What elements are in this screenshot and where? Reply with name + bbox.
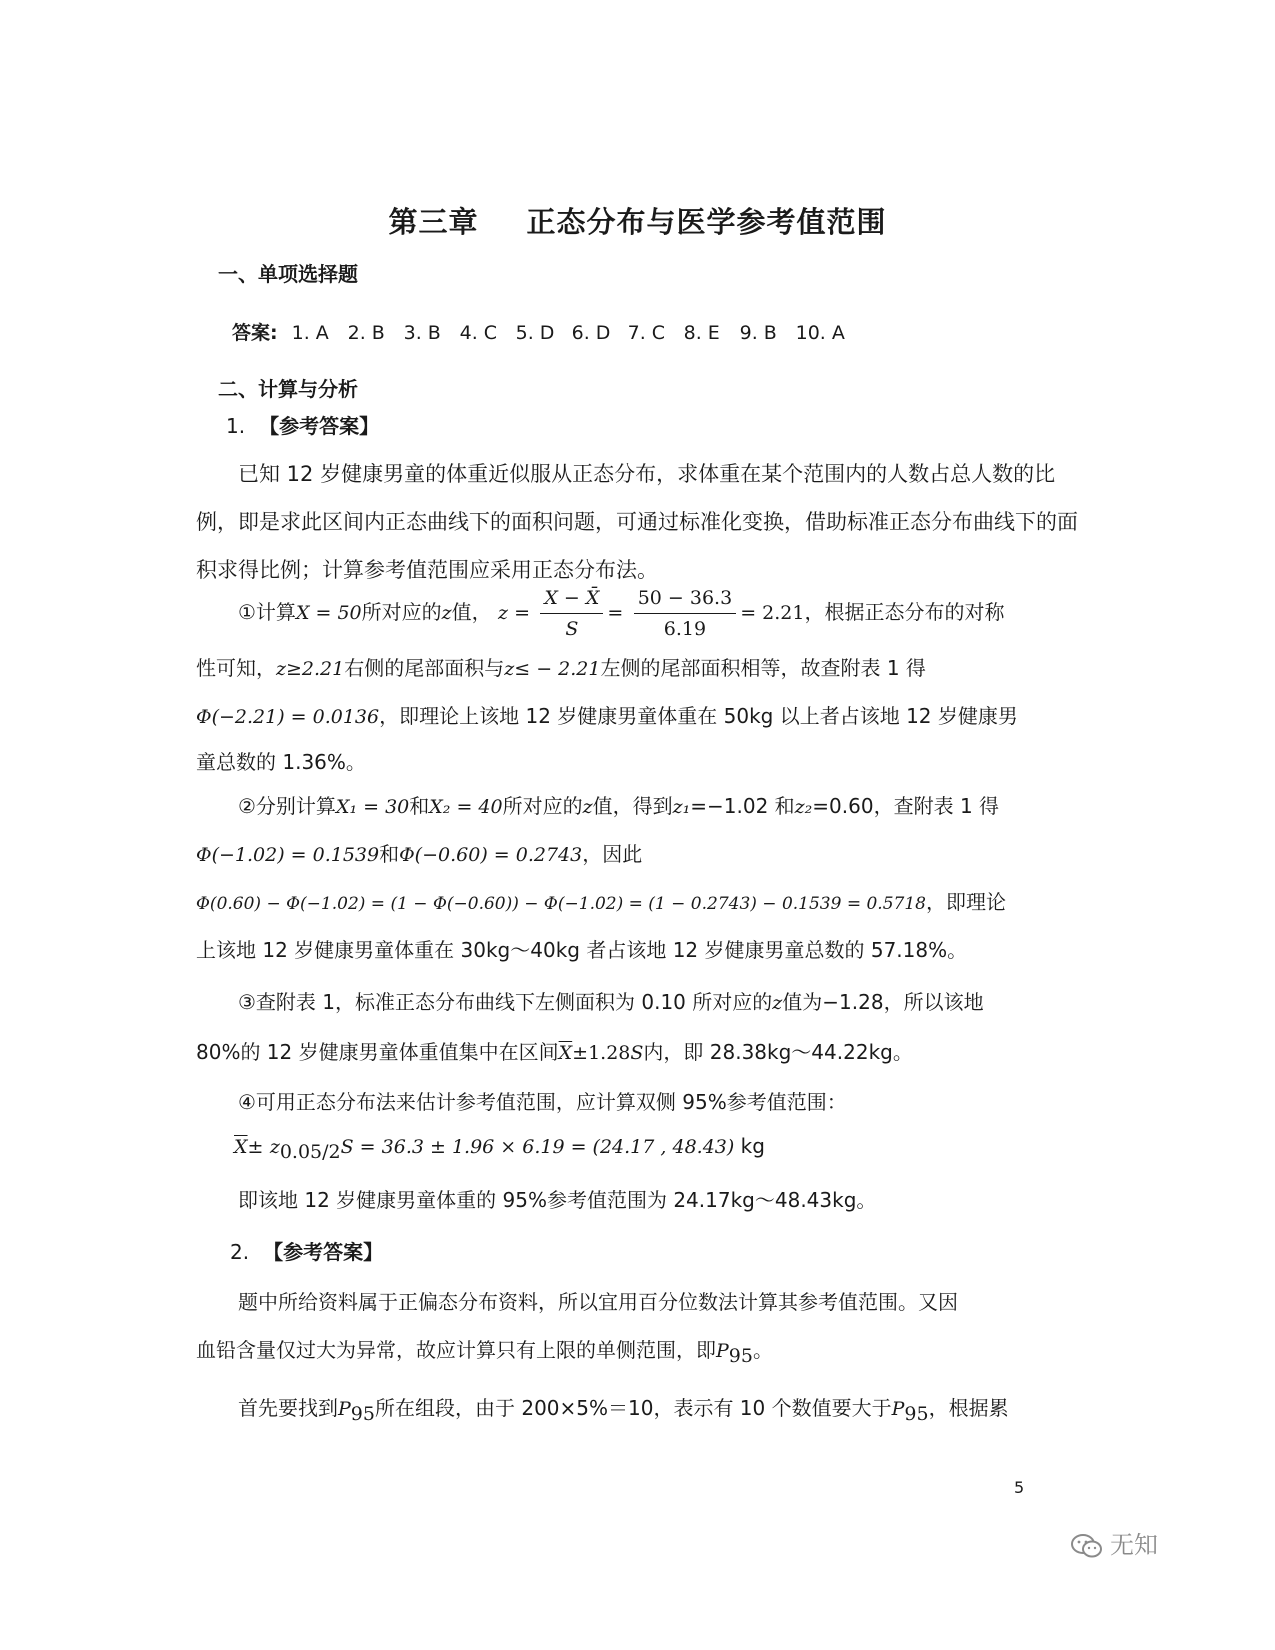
q1-step4-formula: $\overline{X}\pm z_{0.05/2}S = 36.3 \pm 1.96 \times 6.19 = (24.17$ , 48.43) kg xyxy=(234,1134,765,1163)
answer-item: 10. A xyxy=(795,322,845,344)
q1-step2-line3: Φ(0.60) − Φ(−1.02) = (1 − Φ(−0.60)) − Φ(−1.02) = (1 − 0.2743) − 0.1539 = 0.5718，即理论 xyxy=(196,890,1006,914)
q1-step2-line2: Φ(−1.02) = 0.1539和Φ(−0.60) = 0.2743，因此 xyxy=(196,842,643,866)
wechat-icon xyxy=(1070,1532,1104,1560)
fraction: $\frac{X - X̄}{S}$ xyxy=(540,585,603,642)
q1-header: 1. 【参考答案】 xyxy=(226,414,380,438)
answer-label: 答案: xyxy=(232,322,278,344)
q2-line2: 血铅含量仅过大为异常，故应计算只有上限的单侧范围，即$P_{95}$。 xyxy=(196,1338,773,1367)
answer-item: 4. C xyxy=(459,322,498,344)
section2-heading: 二、计算与分析 xyxy=(218,377,358,401)
answer-item: 3. B xyxy=(403,322,441,344)
answer-item: 5. D xyxy=(515,322,555,344)
q1-step1-line3: Φ(−2.21) = 0.0136，即理论上该地 12 岁健康男童体重在 50kg 以上者占该地 12 岁健康男 xyxy=(196,704,1018,728)
q1-intro: 已知 12 岁健康男童的体重近似服从正态分布，求体重在某个范围内的人数占总人数的比例，即是求此区间内正态曲线下的面积问题，可通过标准化变换，借助标准正态分布曲线下的面积求得比例；计算参考值范围应采用正态分布法。 xyxy=(196,462,1078,582)
q1-step4-result: 即该地 12 岁健康男童体重的 95%参考值范围为 24.17kg～48.43kg。 xyxy=(238,1188,877,1212)
answer-item: 7. C xyxy=(627,322,666,344)
answer-item: 8. E xyxy=(683,322,720,344)
watermark xyxy=(1070,1525,1158,1560)
section1-heading: 一、单项选择题 xyxy=(218,262,358,286)
answer-item: 1. A xyxy=(291,322,329,344)
q1-step3-line2: 80%的 12 岁健康男童体重值集中在区间$\overline{X}\pm 1.28S$内，即 28.38kg～44.22kg。 xyxy=(196,1040,913,1064)
answer-item: 9. B xyxy=(739,322,777,344)
q2-line3: 首先要找到$P_{95}$所在组段，由于 200×5%＝10，表示有 10 个数值要大于$P_{95}$，根据累 xyxy=(238,1396,1009,1425)
q1-step3-line1: ③查附表 1，标准正态分布曲线下左侧面积为 0.10 所对应的z值为−1.28，所以该地 xyxy=(238,990,984,1014)
answer-item: 2. B xyxy=(347,322,385,344)
watermark-text: 无知 xyxy=(1110,1531,1158,1559)
q1-step1-line2: 性可知，z≥2.21右侧的尾部面积与z≤ − 2.21左侧的尾部面积相等，故查附表 1 得 xyxy=(196,656,926,680)
fraction: $\frac{50 - 36.3}{6.19}$ xyxy=(634,585,736,642)
q1-step1-line4: 童总数的 1.36%。 xyxy=(196,750,366,774)
q1-step2-line1: ②分别计算X₁ = 30和X₂ = 40所对应的z值，得到z₁=−1.02 和z₂=0.60，查附表 1 得 xyxy=(238,794,1000,818)
page-number: 5 xyxy=(1014,1478,1025,1497)
q2-line1: 题中所给资料属于正偏态分布资料，所以宜用百分位数法计算其参考值范围。又因 xyxy=(238,1290,958,1314)
answer-item: 6. D xyxy=(571,322,611,344)
answer-key xyxy=(232,318,852,345)
q2-header: 2. 【参考答案】 xyxy=(230,1240,384,1264)
chapter-title: 第三章 正态分布与医学参考值范围 xyxy=(388,205,887,239)
q1-step1-line1: ①计算X = 50所对应的z值， z = $\frac{X - X̄}{S}$ = $\frac{50 - 36.3}{6.19}$ = 2.21，根据正态分布的对称 xyxy=(238,587,1005,640)
q1-step4-line1: ④可用正态分布法来估计参考值范围，应计算双侧 95%参考值范围： xyxy=(238,1090,847,1114)
q1-step2-line4: 上该地 12 岁健康男童体重在 30kg～40kg 者占该地 12 岁健康男童总数的 57.18%。 xyxy=(196,938,968,962)
